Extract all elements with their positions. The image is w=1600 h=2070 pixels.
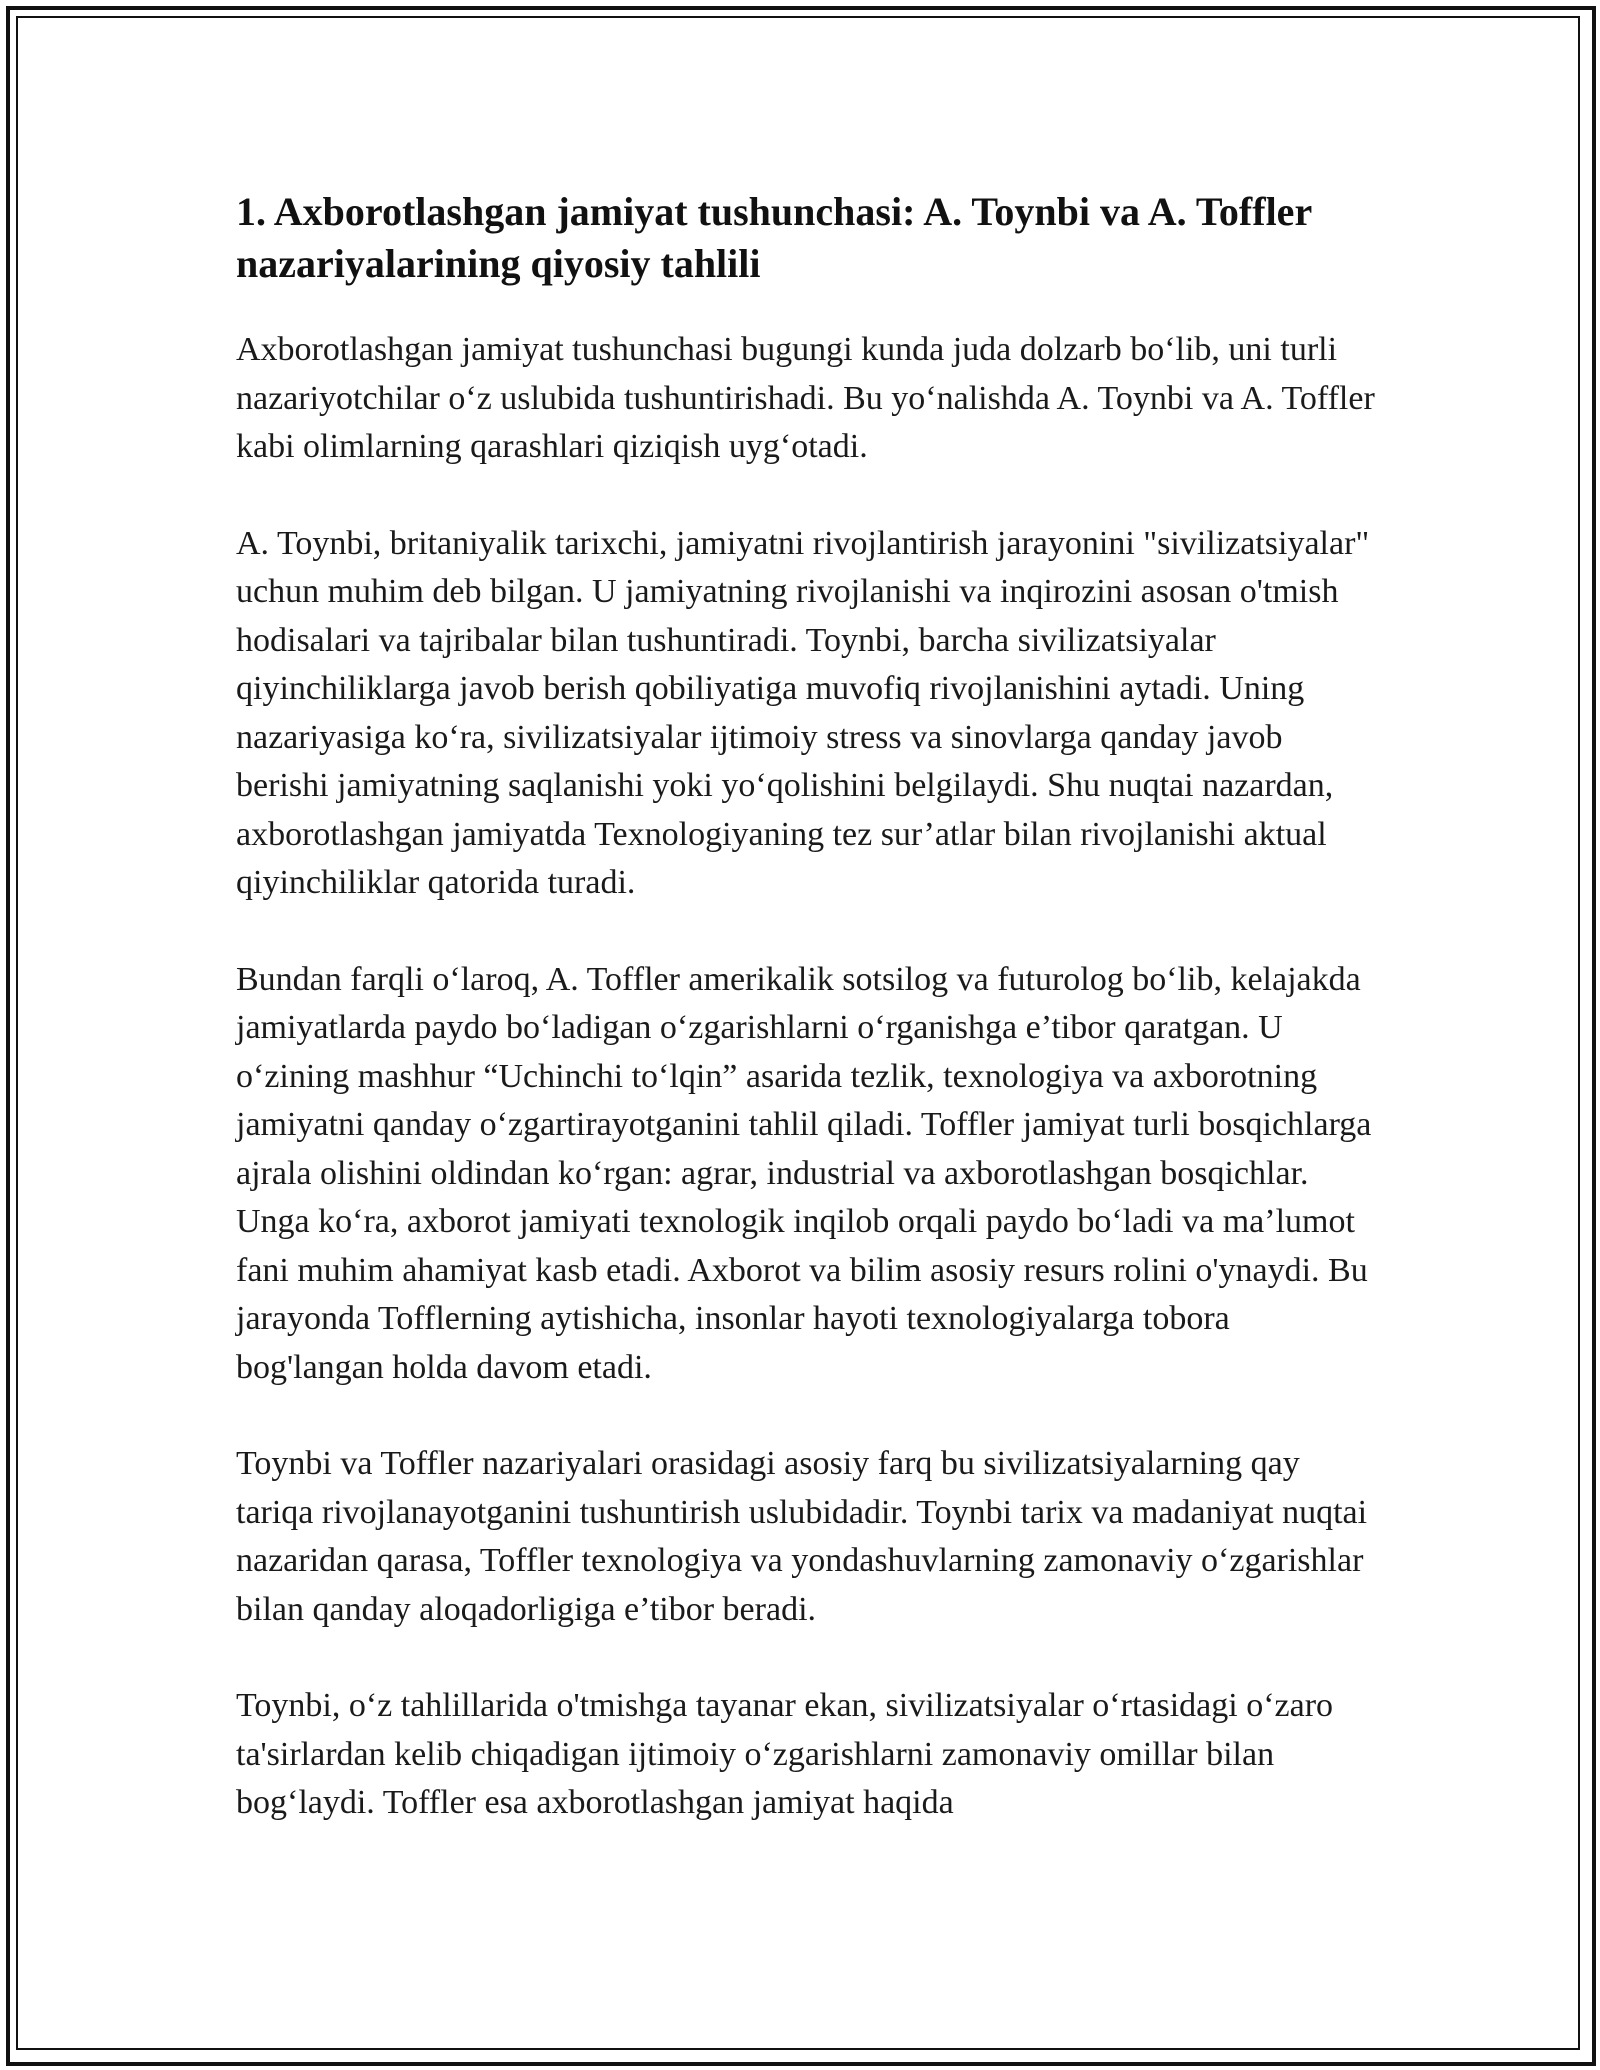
paragraph-continuation: Toynbi, o‘z tahlillarida o'tmishga tayanar ekan, sivilizatsiyalar o‘rtasidagi o‘zaro ta'sirlardan kelib chiqadigan ijtimoiy o‘zgarishlarni zamonaviy omillar bilan bog‘laydi. Toffler esa axborotlashgan jamiyat haqida bbox=[236, 1687, 1334, 1821]
paragraph-toynbi: A. Toynbi, britaniyalik tarixchi, jamiyatni rivojlantirish jarayonini "sivilizatsiyalar" uchun muhim deb bilgan. U jamiyatning rivojlanishi va inqirozini asosan o'tmish hodisalari va tajribalar bilan tushuntiradi. Toynbi, barcha sivilizatsiyalar qiyinchiliklarga javob berish qobiliyatiga muvofiq rivojlanishini aytadi. Uning nazariyasiga ko‘ra, sivilizatsiyalar ijtimoiy stress va sinovlarga qanday javob berishi jamiyatning saqlanishi yoki yo‘qolishini belgilaydi. Shu nuqtai nazardan, axborotlashgan jamiyatda Texnologiyaning tez sur’atlar bilan rivojlanishi aktual qiyinchiliklar qatorida turadi. bbox=[236, 524, 1370, 901]
paragraph-toffler: Bundan farqli o‘laroq, A. Toffler amerikalik sotsilog va futurolog bo‘lib, kelajakda jamiyatlarda paydo bo‘ladigan o‘zgarishlarni o‘rganishga e’tibor qaratgan. U o‘zining mashhur “Uchinchi to‘lqin” asarida tezlik, texnologiya va axborotning jamiyatni qanday o‘zgartirayotganini tahlil qiladi. Toffler jamiyat turli bosqichlarga ajrala olishini oldindan ko‘rgan: agrar, industrial va axborotlashgan bosqichlar. Unga ko‘ra, axborot jamiyati texnologik inqilob orqali paydo bo‘ladi va ma’lumot fani muhim ahamiyat kasb etadi. Axborot va bilim asosiy resurs rolini o'ynaydi. Bu jarayonda Tofflerning aytishicha, insonlar hayoti texnologiyalarga tobora bog'langan holda davom etadi. bbox=[236, 960, 1372, 1386]
document-body bbox=[236, 186, 1376, 1876]
document-title: 1. Axborotlashgan jamiyat tushunchasi: A. Toynbi va A. Toffler nazariyalarining qiyosiy tahlili bbox=[236, 189, 1312, 286]
paragraph-intro: Axborotlashgan jamiyat tushunchasi bugungi kunda juda dolzarb bo‘lib, uni turli nazariyotchilar o‘z uslubida tushuntirishadi. Bu yo‘nalishda A. Toynbi va A. Toffler kabi olimlarning qarashlari qiziqish uyg‘otadi. bbox=[236, 331, 1375, 465]
paragraph-comparison: Toynbi va Toffler nazariyalari orasidagi asosiy farq bu sivilizatsiyalarning qay tariqa rivojlanayotganini tushuntirish uslubidadir. Toynbi tarix va madaniyat nuqtai nazaridan qarasa, Toffler texnologiya va yondashuvlarning zamonaviy o‘zgarishlar bilan qanday aloqadorligiga e’tibor beradi. bbox=[236, 1445, 1368, 1628]
